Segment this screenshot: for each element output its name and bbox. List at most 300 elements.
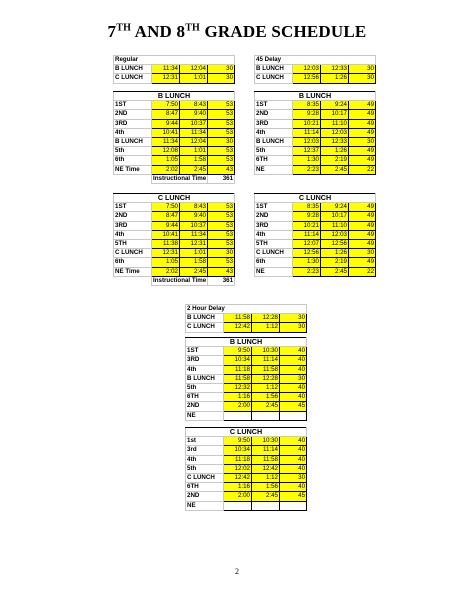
minutes: 40 — [280, 455, 307, 464]
start-time: 12:03 — [293, 65, 321, 74]
start-time: 11:58 — [224, 314, 252, 323]
period-name: NE — [255, 165, 293, 174]
period-name: 6th — [255, 258, 293, 267]
minutes: 22 — [349, 165, 376, 174]
regular-label: Regular — [114, 56, 235, 65]
minutes: 22 — [349, 267, 376, 276]
start-time: 1:30 — [293, 258, 321, 267]
end-time: 10:30 — [252, 347, 280, 356]
minutes: 53 — [208, 258, 235, 267]
end-time: 12:04 — [180, 65, 208, 74]
title-superscript-2: TH — [185, 22, 201, 34]
delay2h-label: 2 Hour Delay — [186, 305, 307, 314]
minutes: 30 — [280, 323, 307, 332]
blank-cell — [114, 174, 152, 183]
end-time: 1:01 — [180, 147, 208, 156]
period-name: NE — [255, 267, 293, 276]
schedule-row — [186, 374, 307, 383]
end-time: 11:10 — [321, 119, 349, 128]
period-name: B LUNCH — [186, 314, 224, 323]
schedule-row — [186, 483, 307, 492]
period-name: 1st — [186, 437, 224, 446]
period-name: 3rd — [186, 446, 224, 455]
period-name: 5TH — [255, 239, 293, 248]
schedule-row — [114, 156, 235, 165]
start-time: 11:14 — [293, 230, 321, 239]
start-time: 2:23 — [293, 267, 321, 276]
minutes: 45 — [280, 402, 307, 411]
end-time: 12:31 — [180, 239, 208, 248]
end-time: 1:26 — [321, 147, 349, 156]
period-name: 5th — [186, 383, 224, 392]
minutes — [280, 411, 307, 420]
schedule-row — [186, 437, 307, 446]
period-name: 4th — [114, 230, 152, 239]
start-time — [224, 411, 252, 420]
start-time: 10:41 — [152, 128, 180, 137]
period-name: 1ST — [114, 101, 152, 110]
minutes: 40 — [280, 483, 307, 492]
period-name: 4th — [114, 128, 152, 137]
start-time: 2:02 — [152, 165, 180, 174]
schedule-row — [114, 128, 235, 137]
period-name: 4th — [186, 455, 224, 464]
period-name: 2ND — [186, 402, 224, 411]
schedule-row — [255, 147, 376, 156]
regular-c-lunch-table — [113, 193, 235, 286]
minutes: 53 — [208, 221, 235, 230]
start-time: 9:28 — [293, 212, 321, 221]
instructional-time-row — [114, 276, 235, 285]
schedule-row — [255, 110, 376, 119]
period-name: 6th — [114, 258, 152, 267]
start-time: 8:47 — [152, 110, 180, 119]
schedule-row — [114, 258, 235, 267]
end-time: 11:58 — [252, 365, 280, 374]
minutes: 40 — [280, 365, 307, 374]
delay45-lunch-summary-table — [254, 55, 376, 84]
schedule-row — [186, 446, 307, 455]
schedule-row — [255, 165, 376, 174]
regular-b-lunch-table — [113, 91, 235, 184]
delay45-b-lunch-header: B LUNCH — [255, 92, 376, 101]
period-name: C LUNCH — [255, 249, 293, 258]
delay2h-c-lunch-table — [185, 427, 307, 511]
period-name: 1ST — [255, 101, 293, 110]
start-time: 1:16 — [224, 393, 252, 402]
page-number: 2 — [235, 567, 239, 576]
start-time: 11:38 — [152, 239, 180, 248]
schedule-row — [114, 249, 235, 258]
schedule-row — [186, 365, 307, 374]
delay45-c-lunch-table — [254, 193, 376, 277]
end-time — [252, 501, 280, 510]
end-time: 10:30 — [252, 437, 280, 446]
schedule-row — [114, 65, 235, 74]
end-time: 8:43 — [180, 203, 208, 212]
start-time: 9:28 — [293, 110, 321, 119]
schedule-row — [114, 165, 235, 174]
end-time: 1:58 — [180, 258, 208, 267]
start-time: 12:32 — [224, 383, 252, 392]
minutes: 53 — [208, 147, 235, 156]
end-time: 9:40 — [180, 110, 208, 119]
end-time: 11:34 — [180, 230, 208, 239]
minutes: 30 — [349, 65, 376, 74]
minutes: 49 — [349, 239, 376, 248]
start-time: 12:02 — [224, 464, 252, 473]
schedule-row — [255, 128, 376, 137]
period-name: 1ST — [186, 347, 224, 356]
schedule-row — [255, 267, 376, 276]
title-text-1: 7 — [107, 22, 117, 41]
period-name: 5th — [255, 147, 293, 156]
end-time: 12:28 — [252, 314, 280, 323]
period-name: 2ND — [114, 212, 152, 221]
period-name: NE Time — [114, 267, 152, 276]
period-name: NE — [186, 411, 224, 420]
start-time: 12:03 — [293, 137, 321, 146]
period-name: C LUNCH — [255, 74, 293, 83]
end-time: 10:17 — [321, 212, 349, 221]
end-time: 12:42 — [252, 464, 280, 473]
start-time: 12:31 — [152, 74, 180, 83]
schedule-row — [255, 230, 376, 239]
end-time: 2:19 — [321, 258, 349, 267]
period-name: B LUNCH — [255, 137, 293, 146]
schedule-row — [255, 74, 376, 83]
period-name: 4th — [255, 230, 293, 239]
start-time: 9:50 — [224, 347, 252, 356]
start-time: 12:31 — [152, 249, 180, 258]
start-time: 9:50 — [224, 437, 252, 446]
start-time: 12:56 — [293, 74, 321, 83]
period-name: 1ST — [255, 203, 293, 212]
schedule-row — [186, 455, 307, 464]
period-name: 2ND — [255, 110, 293, 119]
start-time: 12:07 — [293, 239, 321, 248]
end-time: 2:19 — [321, 156, 349, 165]
delay2h-b-lunch-table — [185, 337, 307, 421]
delay45-label: 45 Delay — [255, 56, 376, 65]
period-name: 5TH — [114, 239, 152, 248]
minutes: 30 — [349, 137, 376, 146]
regular-c-lunch-header: C LUNCH — [114, 194, 235, 203]
end-time: 2:45 — [252, 402, 280, 411]
start-time: 11:18 — [224, 455, 252, 464]
end-time: 12:56 — [321, 239, 349, 248]
delay45-c-lunch-header: C LUNCH — [255, 194, 376, 203]
schedule-row — [186, 464, 307, 473]
period-name: 5th — [186, 464, 224, 473]
period-name: 3RD — [114, 221, 152, 230]
schedule-row — [114, 212, 235, 221]
end-time: 11:14 — [252, 356, 280, 365]
schedule-row — [114, 239, 235, 248]
start-time: 7:50 — [152, 203, 180, 212]
minutes: 40 — [280, 383, 307, 392]
period-name: C LUNCH — [114, 249, 152, 258]
start-time: 10:34 — [224, 446, 252, 455]
end-time: 2:45 — [180, 165, 208, 174]
minutes: 40 — [280, 446, 307, 455]
schedule-row — [186, 492, 307, 501]
period-name: 6th — [114, 156, 152, 165]
schedule-row — [255, 221, 376, 230]
page-title — [0, 22, 474, 42]
start-time: 11:18 — [224, 365, 252, 374]
end-time: 8:43 — [180, 101, 208, 110]
period-name: 4th — [255, 128, 293, 137]
end-time: 12:03 — [321, 128, 349, 137]
schedule-row — [114, 119, 235, 128]
instructional-time-label: Instructional Time — [153, 174, 207, 182]
minutes: 30 — [208, 65, 235, 74]
minutes: 40 — [280, 464, 307, 473]
blank-cell — [114, 276, 152, 285]
minutes: 40 — [280, 393, 307, 402]
period-name: 6TH — [186, 483, 224, 492]
period-name: 3RD — [114, 119, 152, 128]
schedule-row — [255, 65, 376, 74]
end-time: 10:37 — [180, 119, 208, 128]
end-time: 1:56 — [252, 393, 280, 402]
schedule-row — [255, 258, 376, 267]
end-time: 1:01 — [180, 249, 208, 258]
period-name: 4th — [186, 365, 224, 374]
schedule-row — [186, 347, 307, 356]
schedule-row — [114, 101, 235, 110]
schedule-row — [186, 501, 307, 510]
title-superscript-1: TH — [116, 22, 132, 34]
minutes: 49 — [349, 128, 376, 137]
end-time: 12:33 — [321, 65, 349, 74]
end-time: 12:33 — [321, 137, 349, 146]
minutes: 49 — [349, 212, 376, 221]
schedule-row — [186, 323, 307, 332]
start-time: 11:34 — [152, 137, 180, 146]
title-text-3: GRADE SCHEDULE — [200, 22, 367, 41]
period-name: C LUNCH — [114, 74, 152, 83]
minutes: 45 — [280, 492, 307, 501]
schedule-row — [114, 267, 235, 276]
minutes: 53 — [208, 110, 235, 119]
delay45-b-lunch-table — [254, 91, 376, 175]
start-time: 12:08 — [152, 147, 180, 156]
start-time: 8:35 — [293, 203, 321, 212]
delay2h-lunch-summary-table — [185, 304, 307, 333]
end-time — [252, 411, 280, 420]
end-time: 11:10 — [321, 221, 349, 230]
minutes: 30 — [280, 374, 307, 383]
end-time: 1:26 — [321, 249, 349, 258]
title-text-2: AND 8 — [131, 22, 186, 41]
end-time: 10:37 — [180, 221, 208, 230]
period-name: B LUNCH — [186, 374, 224, 383]
schedule-row — [255, 156, 376, 165]
schedule-row — [114, 137, 235, 146]
period-name: 2ND — [186, 492, 224, 501]
end-time: 12:28 — [252, 374, 280, 383]
period-name: 5th — [114, 147, 152, 156]
start-time: 2:00 — [224, 492, 252, 501]
start-time: 2:23 — [293, 165, 321, 174]
period-name: NE Time — [114, 165, 152, 174]
start-time: 9:44 — [152, 221, 180, 230]
end-time: 12:04 — [180, 137, 208, 146]
start-time: 12:37 — [293, 147, 321, 156]
period-name: B LUNCH — [255, 65, 293, 74]
start-time: 7:50 — [152, 101, 180, 110]
instructional-time-value: 361 — [208, 276, 235, 285]
schedule-row — [255, 119, 376, 128]
start-time: 8:35 — [293, 101, 321, 110]
minutes: 49 — [349, 203, 376, 212]
schedule-row — [255, 137, 376, 146]
end-time: 9:24 — [321, 203, 349, 212]
minutes: 53 — [208, 230, 235, 239]
period-name: B LUNCH — [114, 65, 152, 74]
start-time: 1:05 — [152, 156, 180, 165]
end-time: 1:12 — [252, 323, 280, 332]
period-name: 3RD — [255, 119, 293, 128]
end-time: 2:45 — [321, 165, 349, 174]
start-time: 12:42 — [224, 323, 252, 332]
end-time: 1:26 — [321, 74, 349, 83]
period-name: 3RD — [255, 221, 293, 230]
schedule-row — [114, 203, 235, 212]
end-time: 11:34 — [180, 128, 208, 137]
start-time: 1:16 — [224, 483, 252, 492]
schedule-row — [255, 239, 376, 248]
minutes: 30 — [280, 473, 307, 482]
period-name: 2ND — [114, 110, 152, 119]
minutes: 53 — [208, 101, 235, 110]
minutes: 49 — [349, 258, 376, 267]
end-time: 12:03 — [321, 230, 349, 239]
schedule-row — [255, 203, 376, 212]
minutes: 40 — [280, 437, 307, 446]
instructional-time-row — [114, 174, 235, 183]
schedule-row — [186, 402, 307, 411]
minutes: 49 — [349, 101, 376, 110]
period-name: 2ND — [255, 212, 293, 221]
minutes: 53 — [208, 119, 235, 128]
start-time: 2:02 — [152, 267, 180, 276]
start-time: 9:44 — [152, 119, 180, 128]
schedule-row — [114, 147, 235, 156]
minutes: 30 — [208, 249, 235, 258]
end-time: 11:58 — [252, 455, 280, 464]
schedule-row — [186, 314, 307, 323]
start-time: 12:42 — [224, 473, 252, 482]
period-name: B LUNCH — [114, 137, 152, 146]
minutes: 30 — [349, 249, 376, 258]
end-time: 9:24 — [321, 101, 349, 110]
minutes: 49 — [349, 110, 376, 119]
start-time: 12:56 — [293, 249, 321, 258]
minutes: 40 — [280, 347, 307, 356]
minutes: 53 — [208, 212, 235, 221]
end-time: 1:58 — [180, 156, 208, 165]
start-time: 10:41 — [152, 230, 180, 239]
minutes: 53 — [208, 239, 235, 248]
regular-b-lunch-header: B LUNCH — [114, 92, 235, 101]
start-time: 11:34 — [152, 65, 180, 74]
minutes: 49 — [349, 147, 376, 156]
end-time: 2:45 — [252, 492, 280, 501]
start-time: 2:00 — [224, 402, 252, 411]
minutes: 53 — [208, 128, 235, 137]
end-time: 1:12 — [252, 383, 280, 392]
schedule-row — [114, 221, 235, 230]
period-name: 3RD — [186, 356, 224, 365]
schedule-row — [255, 212, 376, 221]
end-time: 9:40 — [180, 212, 208, 221]
instructional-time-value: 361 — [208, 174, 235, 183]
minutes: 30 — [208, 137, 235, 146]
period-name: C LUNCH — [186, 473, 224, 482]
start-time: 8:47 — [152, 212, 180, 221]
schedule-row — [114, 230, 235, 239]
schedule-row — [255, 101, 376, 110]
minutes: 53 — [208, 156, 235, 165]
end-time: 10:17 — [321, 110, 349, 119]
delay2h-c-lunch-header: C LUNCH — [186, 428, 307, 437]
period-name: 6TH — [255, 156, 293, 165]
end-time: 1:12 — [252, 473, 280, 482]
schedule-row — [114, 74, 235, 83]
minutes — [280, 501, 307, 510]
instructional-time-label: Instructional Time — [153, 276, 207, 284]
end-time: 2:45 — [321, 267, 349, 276]
schedule-row — [186, 473, 307, 482]
start-time — [224, 501, 252, 510]
minutes: 43 — [208, 165, 235, 174]
start-time: 1:30 — [293, 156, 321, 165]
period-name: 6TH — [186, 393, 224, 402]
minutes: 49 — [349, 230, 376, 239]
schedule-row — [114, 110, 235, 119]
end-time: 1:01 — [180, 74, 208, 83]
minutes: 49 — [349, 119, 376, 128]
start-time: 1:05 — [152, 258, 180, 267]
schedule-row — [255, 249, 376, 258]
regular-lunch-summary-table — [113, 55, 235, 84]
minutes: 49 — [349, 221, 376, 230]
delay2h-b-lunch-header: B LUNCH — [186, 338, 307, 347]
start-time: 10:21 — [293, 119, 321, 128]
end-time: 11:14 — [252, 446, 280, 455]
minutes: 40 — [280, 356, 307, 365]
start-time: 11:58 — [224, 374, 252, 383]
period-name: C LUNCH — [186, 323, 224, 332]
minutes: 30 — [208, 74, 235, 83]
minutes: 53 — [208, 203, 235, 212]
period-name: 1ST — [114, 203, 152, 212]
start-time: 11:14 — [293, 128, 321, 137]
period-name: NE — [186, 501, 224, 510]
start-time: 10:21 — [293, 221, 321, 230]
schedule-row — [186, 411, 307, 420]
minutes: 43 — [208, 267, 235, 276]
minutes: 30 — [349, 74, 376, 83]
schedule-row — [186, 383, 307, 392]
minutes: 49 — [349, 156, 376, 165]
schedule-row — [186, 356, 307, 365]
start-time: 10:34 — [224, 356, 252, 365]
end-time: 1:56 — [252, 483, 280, 492]
